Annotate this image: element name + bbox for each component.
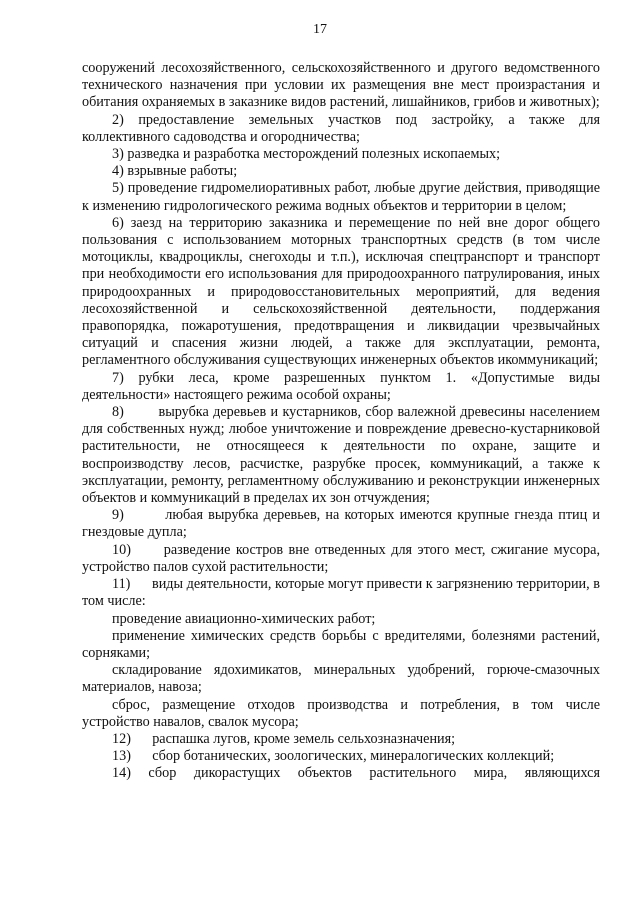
sub-item-chemical-means: применение химических средств борьбы с вредителями, болезнями растений, сорняками; [82,627,600,661]
list-item-11: 11) виды деятельности, которые могут привести к загрязнению территории, в том числе: [82,576,604,610]
list-item-5: 5) проведение гидромелиоративных работ, любые другие действия, приводящие к изменению гидрологического режима водных объектов и территории в целом; [82,180,600,214]
list-item-3: 3) разведка и разработка месторождений полезных ископаемых; [112,146,501,163]
list-item-2: 2) предоставление земельных участков под застройку, а также для коллективного садоводства и огородничества; [82,111,600,145]
list-item-6: 6) заезд на территорию заказника и перемещение по ней вне дорог общего пользования с использованием моторных транспортных средств (в том числе мотоциклы, квадроциклы, снегоходы и т.п.), исключая спецтранспорт и транспорт при необходимости его использования для природоохранного патрулирования, иных природоохранных и природовосстановительных мероприятий, для ведения лесохозяйственной и сельскохозяйственной деятельности, поддержания правопорядка, пожаротушения, предотвращения и ликвидации чрезвычайных ситуаций и спасения жизни людей, а также для эксплуатации, ремонта, регламентного обслуживания существующих инженерных объектов икоммуникаций; [82,214,600,369]
sub-item-aviation-chemical: проведение авиационно-химических работ; [112,610,376,627]
list-item-8: 8) вырубка деревьев и кустарников, сбор валежной древесины населением для собственных нужд; любое уничтожение и повреждение древесно-кустарниковой растительности, не относящееся к деятельности по охране, защите и воспроизводству лесов, расчистке, разрубке просек, коммуникаций, а также к эксплуатации, ремонту, регламентному обслуживанию и реконструкции инженерных объектов и коммуникаций в пределах их зон отчуждения; [82,404,604,507]
list-item-9: 9) любая вырубка деревьев, на которых имеются крупные гнезда птиц и гнездовые дупла; [82,507,604,541]
page-number: 17 [313,22,327,37]
sub-item-storage: складирование ядохимикатов, минеральных удобрений, горюче-смазочных материалов, навоза; [82,662,600,696]
list-item-4: 4) взрывные работы; [112,163,238,180]
list-item-10: 10) разведение костров вне отведенных для этого мест, сжигание мусора, устройство палов сухой растительности; [82,541,604,575]
document-body [82,60,604,783]
paragraph-continuation: сооружений лесохозяйственного, сельскохозяйственного и другого ведомственного технического назначения при условии их размещения вне мест произрастания и обитания охраняемых в заказнике видов растений, лишайников, грибов и животных); [82,60,600,111]
list-item-14: 14) сбор дикорастущих объектов растительного мира, являющихся [112,765,600,782]
sub-item-waste: сброс, размещение отходов производства и потребления, в том числе устройство навалов, свалок мусора; [82,696,600,730]
list-item-12: 12) распашка лугов, кроме земель сельхозназначения; [112,730,456,747]
list-item-13: 13) сбор ботанических, зоологических, минералогических коллекций; [112,748,555,765]
list-item-7: 7) рубки леса, кроме разрешенных пунктом 1. «Допустимые виды деятельности» настоящего режима особой охраны; [82,369,600,403]
